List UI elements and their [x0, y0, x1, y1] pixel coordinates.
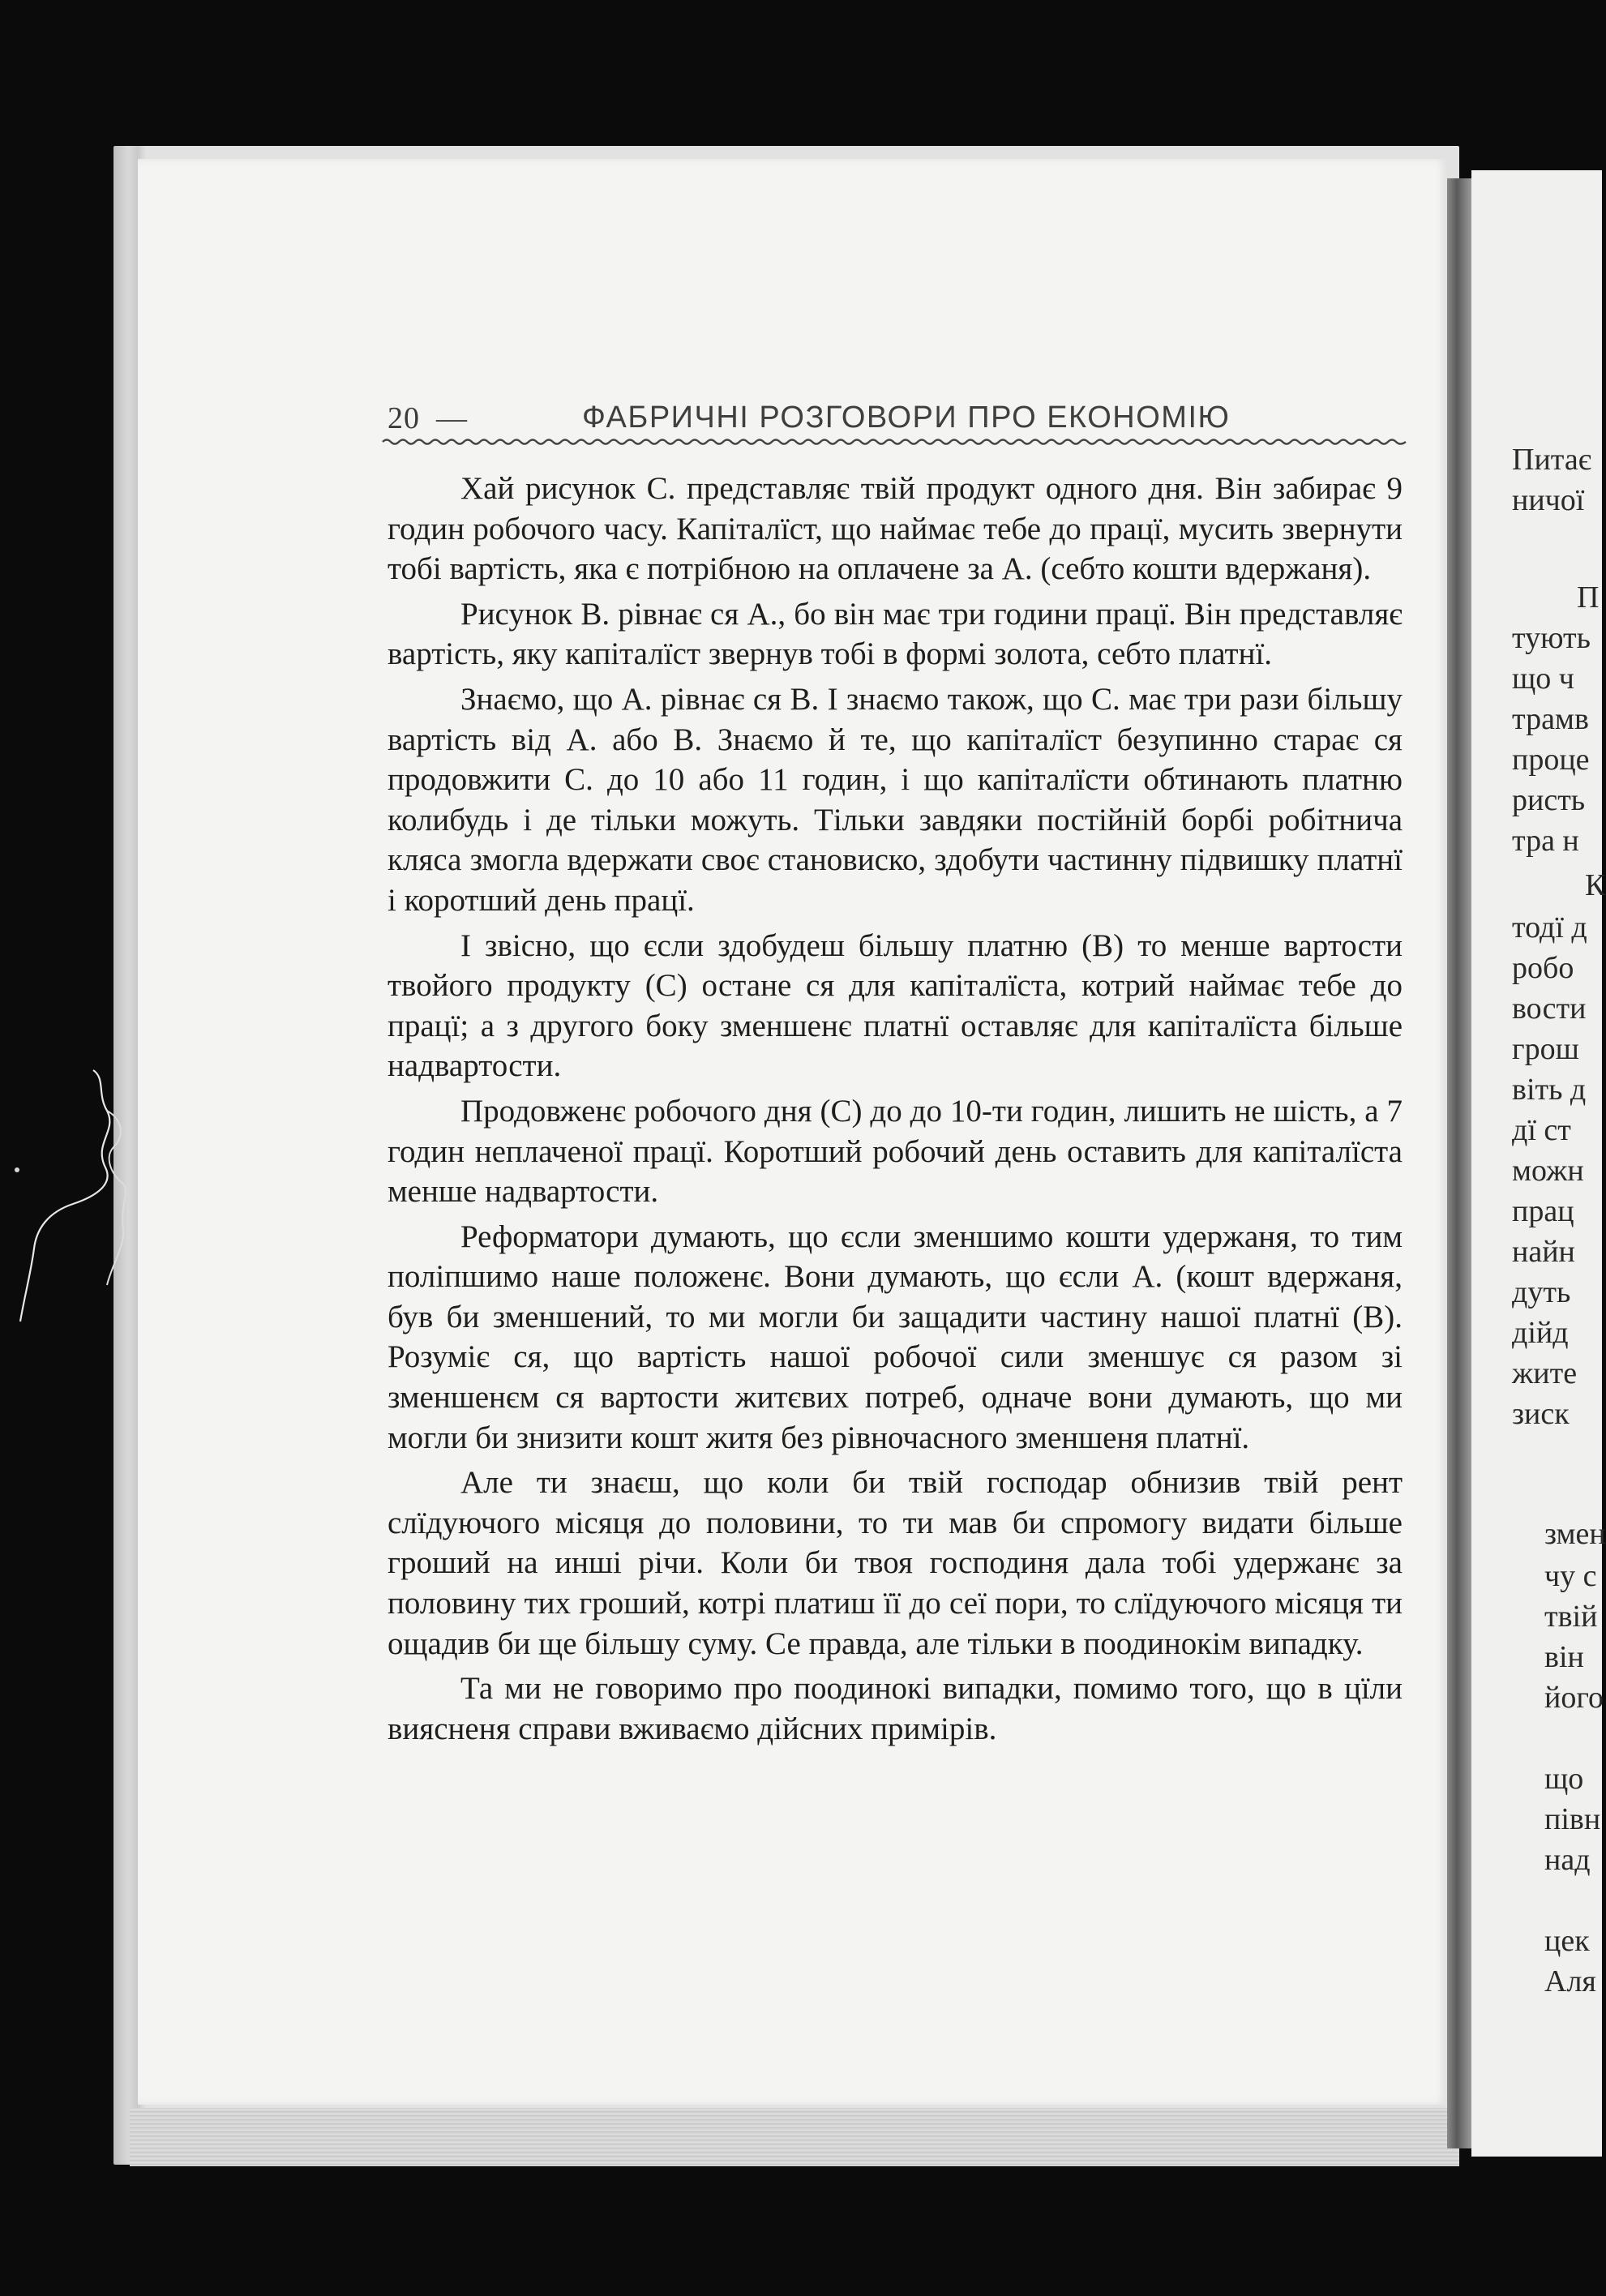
paragraph: Реформатори думають, що єсли зменшимо кошти удержаня, то тим поліпшимо наше положенє. Вони думають, що єсли А. (кошт вдержаня, був би зменшений, то ми могли би защадити частину нашої платнї (В). Розуміє ся, що вартість нашої робочої сили зменшує ся разом зі зменшенєм ся вартости житєвих потреб, одначе вони думають, що ми могли би знизити кошт житя без рівночасного зменшеня платнї. — [388, 1219, 1403, 1455]
page-bottom-edge — [130, 2108, 1459, 2166]
body-text — [388, 469, 1403, 1749]
paragraph: Але ти знаєш, що коли би твій господар обнизив твій рент слїдуючого місяця до половини, то ти мав би спромогу видати більше гроший на инші річи. Коли би твоя господиня дала тобі удержанє за половину тих гроший, котрі платиш її до сеї пори, то слїдуючого місяця ти ощадив би ще більшу суму. Се правда, але тільки в поодинокім випадку. — [388, 1465, 1403, 1661]
facing-line: тують — [1512, 621, 1591, 655]
facing-line: його — [1544, 1681, 1604, 1715]
facing-line: дійд — [1512, 1316, 1569, 1350]
facing-line: Аля — [1544, 1964, 1596, 1998]
facing-line: грош — [1512, 1032, 1579, 1066]
paragraph: Знаємо, що А. рівнає ся В. І знаємо також, що С. має три рази більшу вартість від А. або В. Знаємо й те, що капіталїст безупинно старає ся продовжити С. до 10 або 11 годин, і що капіталїсти обтинають платню колибудь і де тільки можуть. Тільки завдяки постійній борбі робітнича кляса змогла вдержати своє становиско, здобути частинну підвишку платнї і коротший день працї. — [388, 681, 1403, 918]
facing-line: чу с — [1544, 1559, 1597, 1593]
facing-line: цек — [1544, 1924, 1590, 1958]
paragraph: Рисунок В. рівнає ся А., бо він має три години працї. Він представляє вартість, яку капіталїст звернув тобі в формі золота, себто платнї. — [388, 596, 1403, 672]
facing-line: віть д — [1512, 1073, 1587, 1107]
loose-thread — [16, 1062, 138, 1338]
facing-line: що ч — [1512, 662, 1574, 696]
facing-line: зиск — [1512, 1397, 1570, 1431]
paragraph: Хай рисунок С. представляє твій продукт одного дня. Він забирає 9 годин робочого часу. Капіталїст, що наймає тебе до працї, мусить звернути тобі вартість, яка є потрібною на оплачене за А. (себто кошти вдержаня). — [388, 471, 1403, 587]
facing-page — [1471, 170, 1606, 2157]
facing-line: твій — [1544, 1600, 1598, 1634]
running-title: ФАБРИЧНІ РОЗГОВОРИ ПРО ЕКОНОМІЮ — [582, 401, 1231, 435]
facing-line: проце — [1512, 743, 1590, 777]
facing-line: можн — [1512, 1154, 1584, 1188]
paragraph: Продовженє робочого дня (С) до до 10-ти годин, лишить не шість, а 7 годин неплаченої працї. Коротший робочий день оставить для капіталїста менше надвартости. — [388, 1093, 1403, 1210]
facing-line: тра н — [1512, 824, 1579, 858]
facing-line: прац — [1512, 1194, 1574, 1228]
book-gutter — [1447, 178, 1471, 2148]
paragraph: І звісно, що єсли здобудеш більшу платню (В) то менше вартости твойого продукту (С) остане ся для капіталїста, котрий наймає тебе до працї; а з другого боку зменшенє платнї оставляє для капіталїста більше надвартости. — [388, 927, 1403, 1084]
facing-line: дуть — [1512, 1275, 1571, 1309]
facing-line: жите — [1512, 1356, 1578, 1390]
facing-line: найн — [1512, 1235, 1575, 1269]
dust-speck — [15, 1167, 19, 1172]
facing-line: трамв — [1512, 702, 1589, 736]
facing-line: тодї д — [1512, 910, 1587, 945]
facing-line: що — [1544, 1762, 1584, 1796]
page-number: 20 — [388, 401, 420, 435]
facing-line: півн — [1544, 1802, 1601, 1836]
facing-line: над — [1544, 1843, 1591, 1877]
paragraph: Та ми не говоримо про поодинокі випадки, помимо того, що в цїли виясненя справи вживаємо дійсних примірів. — [388, 1671, 1403, 1746]
facing-line: ничої — [1512, 483, 1585, 517]
facing-line: Питає — [1512, 443, 1592, 477]
facing-line: вости — [1512, 992, 1587, 1026]
wavy-rule — [383, 436, 1406, 448]
header-dash: — — [436, 401, 467, 435]
facing-line: він — [1544, 1640, 1584, 1674]
facing-line: змен — [1544, 1517, 1606, 1551]
facing-line: дї ст — [1512, 1113, 1571, 1147]
facing-line: К — [1585, 868, 1606, 902]
facing-line: ристь — [1512, 783, 1586, 817]
facing-line: П — [1577, 580, 1600, 615]
running-header — [388, 401, 1403, 441]
facing-line: робо — [1512, 951, 1574, 985]
